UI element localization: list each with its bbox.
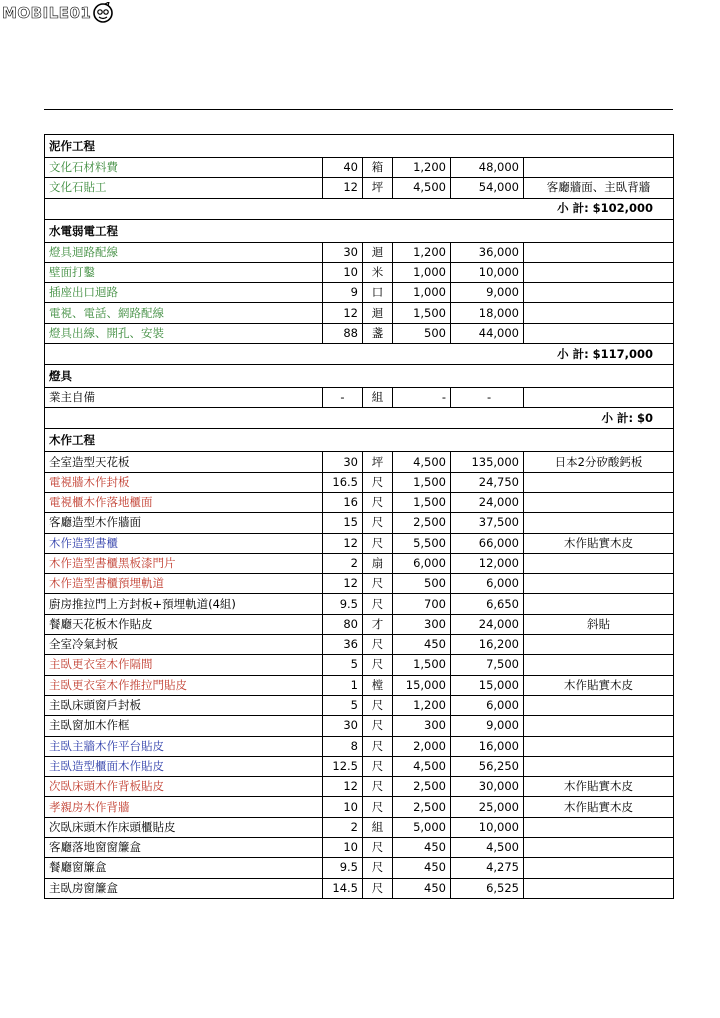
- item-qty: 2: [323, 553, 363, 573]
- item-qty: 12: [323, 533, 363, 553]
- item-unit: 扇: [363, 553, 393, 573]
- item-qty: 12: [323, 574, 363, 594]
- item-name: 次臥床頭木作背板貼皮: [45, 777, 323, 797]
- item-note: 木作貼實木皮: [524, 797, 674, 817]
- item-name: 廚房推拉門上方封板+預埋軌道(4組): [45, 594, 323, 614]
- item-name: 電視、電話、網路配線: [45, 303, 323, 323]
- item-unit: 尺: [363, 878, 393, 898]
- item-name: 主臥更衣室木作推拉門貼皮: [45, 675, 323, 695]
- table-row: [45, 777, 674, 797]
- item-note: [524, 736, 674, 756]
- table-row: [45, 472, 674, 492]
- item-total: 10,000: [451, 262, 524, 282]
- item-name: 客廳造型木作牆面: [45, 513, 323, 533]
- item-unit-price: 1,500: [393, 303, 451, 323]
- section-title: 木作工程: [45, 429, 674, 452]
- item-name: 餐廳天花板木作貼皮: [45, 614, 323, 634]
- item-note: 斜貼: [524, 614, 674, 634]
- item-unit: 坪: [363, 178, 393, 198]
- item-unit-price: 300: [393, 614, 451, 634]
- item-name: 木作造型書櫃: [45, 533, 323, 553]
- item-qty: 9.5: [323, 858, 363, 878]
- item-unit: 尺: [363, 533, 393, 553]
- subtotal-value: 小 計: $0: [45, 408, 674, 429]
- item-name: 主臥造型櫃面木作貼皮: [45, 756, 323, 776]
- item-unit: 尺: [363, 777, 393, 797]
- table-row: [45, 878, 674, 898]
- item-name: 全室冷氣封板: [45, 635, 323, 655]
- item-unit: 口: [363, 283, 393, 303]
- item-unit-price: 4,500: [393, 756, 451, 776]
- table-row: [45, 695, 674, 715]
- item-unit-price: 1,200: [393, 242, 451, 262]
- item-name: 文化石材料費: [45, 158, 323, 178]
- table-row: [45, 388, 674, 408]
- item-total: 24,750: [451, 472, 524, 492]
- table-row: [45, 323, 674, 343]
- logo-mascot-icon: [92, 2, 114, 24]
- item-name: 木作造型書櫃黑板漆門片: [45, 553, 323, 573]
- subtotal-row: [45, 408, 674, 429]
- item-unit-price: 1,000: [393, 283, 451, 303]
- item-total: 7,500: [451, 655, 524, 675]
- item-qty: 12: [323, 178, 363, 198]
- item-name: 燈具出線、開孔、安裝: [45, 323, 323, 343]
- item-total: 4,500: [451, 838, 524, 858]
- item-total: 12,000: [451, 553, 524, 573]
- item-unit: 尺: [363, 635, 393, 655]
- item-qty: 9.5: [323, 594, 363, 614]
- item-qty: 5: [323, 695, 363, 715]
- item-qty: 30: [323, 242, 363, 262]
- item-total: 135,000: [451, 452, 524, 472]
- item-qty: 5: [323, 655, 363, 675]
- section-title: 水電弱電工程: [45, 219, 674, 242]
- item-unit-price: 4,500: [393, 178, 451, 198]
- item-name: 電視牆木作封板: [45, 472, 323, 492]
- item-unit-price: 2,500: [393, 513, 451, 533]
- item-unit-price: 1,500: [393, 472, 451, 492]
- item-qty: 16.5: [323, 472, 363, 492]
- item-unit: 組: [363, 388, 393, 408]
- item-qty: 80: [323, 614, 363, 634]
- item-note: [524, 513, 674, 533]
- item-name: 孝親房木作背牆: [45, 797, 323, 817]
- item-total: 6,525: [451, 878, 524, 898]
- item-unit: 尺: [363, 756, 393, 776]
- item-unit: 尺: [363, 695, 393, 715]
- item-unit-price: 2,500: [393, 777, 451, 797]
- header-rule: [44, 109, 673, 110]
- section-header: [45, 365, 674, 388]
- table-row: [45, 756, 674, 776]
- item-unit-price: 1,500: [393, 655, 451, 675]
- section-header: [45, 219, 674, 242]
- table-row: [45, 675, 674, 695]
- item-total: 6,650: [451, 594, 524, 614]
- item-qty: 1: [323, 675, 363, 695]
- item-qty: 12: [323, 777, 363, 797]
- item-note: [524, 635, 674, 655]
- item-qty: 10: [323, 262, 363, 282]
- item-unit-price: 1,500: [393, 492, 451, 512]
- item-name: 全室造型天花板: [45, 452, 323, 472]
- item-unit: 尺: [363, 472, 393, 492]
- table-row: [45, 635, 674, 655]
- table-row: [45, 614, 674, 634]
- table-row: [45, 797, 674, 817]
- item-unit: 米: [363, 262, 393, 282]
- item-name: 次臥床頭木作床頭櫃貼皮: [45, 817, 323, 837]
- item-unit: 尺: [363, 655, 393, 675]
- item-qty: 15: [323, 513, 363, 533]
- item-total: 56,250: [451, 756, 524, 776]
- subtotal-row: [45, 344, 674, 365]
- item-unit: 尺: [363, 492, 393, 512]
- item-unit: 樘: [363, 675, 393, 695]
- item-total: 6,000: [451, 574, 524, 594]
- item-qty: 30: [323, 716, 363, 736]
- item-name: 電視櫃木作落地櫃面: [45, 492, 323, 512]
- quotation-table-body: [45, 135, 674, 899]
- item-name: 燈具迴路配線: [45, 242, 323, 262]
- item-total: -: [451, 388, 524, 408]
- item-unit: 迴: [363, 242, 393, 262]
- item-unit: 箱: [363, 158, 393, 178]
- item-unit: 尺: [363, 838, 393, 858]
- item-unit: 組: [363, 817, 393, 837]
- item-note: [524, 878, 674, 898]
- item-note: [524, 158, 674, 178]
- item-name: 主臥房窗簾盒: [45, 878, 323, 898]
- item-unit: 尺: [363, 513, 393, 533]
- item-name: 主臥主牆木作平台貼皮: [45, 736, 323, 756]
- table-row: [45, 716, 674, 736]
- item-total: 48,000: [451, 158, 524, 178]
- item-unit-price: 2,500: [393, 797, 451, 817]
- site-logo: [2, 2, 114, 24]
- item-note: [524, 574, 674, 594]
- table-row: [45, 655, 674, 675]
- item-note: [524, 323, 674, 343]
- table-row: [45, 492, 674, 512]
- item-note: [524, 262, 674, 282]
- table-row: [45, 858, 674, 878]
- section-header: [45, 135, 674, 158]
- item-total: 30,000: [451, 777, 524, 797]
- item-note: 木作貼實木皮: [524, 533, 674, 553]
- item-unit: 才: [363, 614, 393, 634]
- item-note: [524, 472, 674, 492]
- table-row: [45, 283, 674, 303]
- item-total: 36,000: [451, 242, 524, 262]
- item-note: [524, 817, 674, 837]
- item-total: 4,275: [451, 858, 524, 878]
- item-unit-price: 450: [393, 878, 451, 898]
- item-unit: 尺: [363, 594, 393, 614]
- item-unit-price: 4,500: [393, 452, 451, 472]
- section-title: 泥作工程: [45, 135, 674, 158]
- subtotal-value: 小 計: $102,000: [45, 198, 674, 219]
- table-row: [45, 178, 674, 198]
- subtotal-value: 小 計: $117,000: [45, 344, 674, 365]
- table-row: [45, 817, 674, 837]
- item-unit: 迴: [363, 303, 393, 323]
- item-unit-price: 5,500: [393, 533, 451, 553]
- item-unit-price: 5,000: [393, 817, 451, 837]
- table-row: [45, 242, 674, 262]
- item-unit-price: 500: [393, 574, 451, 594]
- item-note: [524, 388, 674, 408]
- item-name: 客廳落地窗窗簾盒: [45, 838, 323, 858]
- subtotal-row: [45, 198, 674, 219]
- item-note: [524, 695, 674, 715]
- item-qty: 12.5: [323, 756, 363, 776]
- table-row: [45, 452, 674, 472]
- item-name: 插座出口迴路: [45, 283, 323, 303]
- table-row: [45, 838, 674, 858]
- table-row: [45, 513, 674, 533]
- item-qty: 8: [323, 736, 363, 756]
- item-unit: 尺: [363, 858, 393, 878]
- table-row: [45, 158, 674, 178]
- item-total: 6,000: [451, 695, 524, 715]
- item-qty: 30: [323, 452, 363, 472]
- quotation-table: [44, 134, 674, 899]
- item-name: 餐廳窗簾盒: [45, 858, 323, 878]
- table-row: [45, 574, 674, 594]
- item-total: 9,000: [451, 283, 524, 303]
- item-total: 24,000: [451, 614, 524, 634]
- item-note: 日本2分矽酸鈣板: [524, 452, 674, 472]
- item-unit-price: 450: [393, 858, 451, 878]
- item-qty: 10: [323, 797, 363, 817]
- item-total: 66,000: [451, 533, 524, 553]
- item-total: 16,200: [451, 635, 524, 655]
- item-qty: 16: [323, 492, 363, 512]
- item-name: 業主自備: [45, 388, 323, 408]
- item-note: [524, 242, 674, 262]
- item-unit-price: 6,000: [393, 553, 451, 573]
- item-total: 25,000: [451, 797, 524, 817]
- item-unit: 盞: [363, 323, 393, 343]
- item-total: 44,000: [451, 323, 524, 343]
- item-unit: 尺: [363, 574, 393, 594]
- item-unit-price: 500: [393, 323, 451, 343]
- item-total: 10,000: [451, 817, 524, 837]
- item-unit-price: 700: [393, 594, 451, 614]
- item-unit-price: 1,200: [393, 695, 451, 715]
- item-qty: 14.5: [323, 878, 363, 898]
- item-total: 9,000: [451, 716, 524, 736]
- table-row: [45, 533, 674, 553]
- item-qty: 12: [323, 303, 363, 323]
- item-unit: 尺: [363, 797, 393, 817]
- item-note: [524, 858, 674, 878]
- item-note: [524, 655, 674, 675]
- table-row: [45, 262, 674, 282]
- item-unit-price: 450: [393, 635, 451, 655]
- item-name: 文化石貼工: [45, 178, 323, 198]
- item-name: 主臥更衣室木作隔間: [45, 655, 323, 675]
- item-note: [524, 594, 674, 614]
- item-total: 16,000: [451, 736, 524, 756]
- item-note: [524, 303, 674, 323]
- item-qty: 36: [323, 635, 363, 655]
- item-unit-price: 300: [393, 716, 451, 736]
- item-note: [524, 283, 674, 303]
- item-note: [524, 716, 674, 736]
- item-note: 木作貼實木皮: [524, 777, 674, 797]
- section-header: [45, 429, 674, 452]
- item-name: 木作造型書櫃預埋軌道: [45, 574, 323, 594]
- item-name: 主臥窗加木作框: [45, 716, 323, 736]
- item-name: 主臥床頭窗戶封板: [45, 695, 323, 715]
- item-note: 客廳牆面、主臥背牆: [524, 178, 674, 198]
- item-note: 木作貼實木皮: [524, 675, 674, 695]
- item-note: [524, 553, 674, 573]
- item-unit: 尺: [363, 736, 393, 756]
- item-total: 15,000: [451, 675, 524, 695]
- item-qty: 40: [323, 158, 363, 178]
- item-total: 54,000: [451, 178, 524, 198]
- item-total: 24,000: [451, 492, 524, 512]
- item-note: [524, 492, 674, 512]
- section-title: 燈具: [45, 365, 674, 388]
- item-qty: -: [323, 388, 363, 408]
- table-row: [45, 303, 674, 323]
- item-qty: 9: [323, 283, 363, 303]
- item-note: [524, 838, 674, 858]
- item-qty: 2: [323, 817, 363, 837]
- logo-text: MOBILE01: [2, 4, 92, 22]
- item-note: [524, 756, 674, 776]
- item-total: 18,000: [451, 303, 524, 323]
- item-unit-price: 1,000: [393, 262, 451, 282]
- item-name: 壁面打鑿: [45, 262, 323, 282]
- item-unit: 坪: [363, 452, 393, 472]
- item-total: 37,500: [451, 513, 524, 533]
- item-unit-price: 450: [393, 838, 451, 858]
- table-row: [45, 736, 674, 756]
- item-unit: 尺: [363, 716, 393, 736]
- item-unit-price: 2,000: [393, 736, 451, 756]
- item-unit-price: 1,200: [393, 158, 451, 178]
- table-row: [45, 553, 674, 573]
- table-row: [45, 594, 674, 614]
- item-qty: 10: [323, 838, 363, 858]
- item-unit-price: 15,000: [393, 675, 451, 695]
- item-qty: 88: [323, 323, 363, 343]
- item-unit-price: -: [393, 388, 451, 408]
